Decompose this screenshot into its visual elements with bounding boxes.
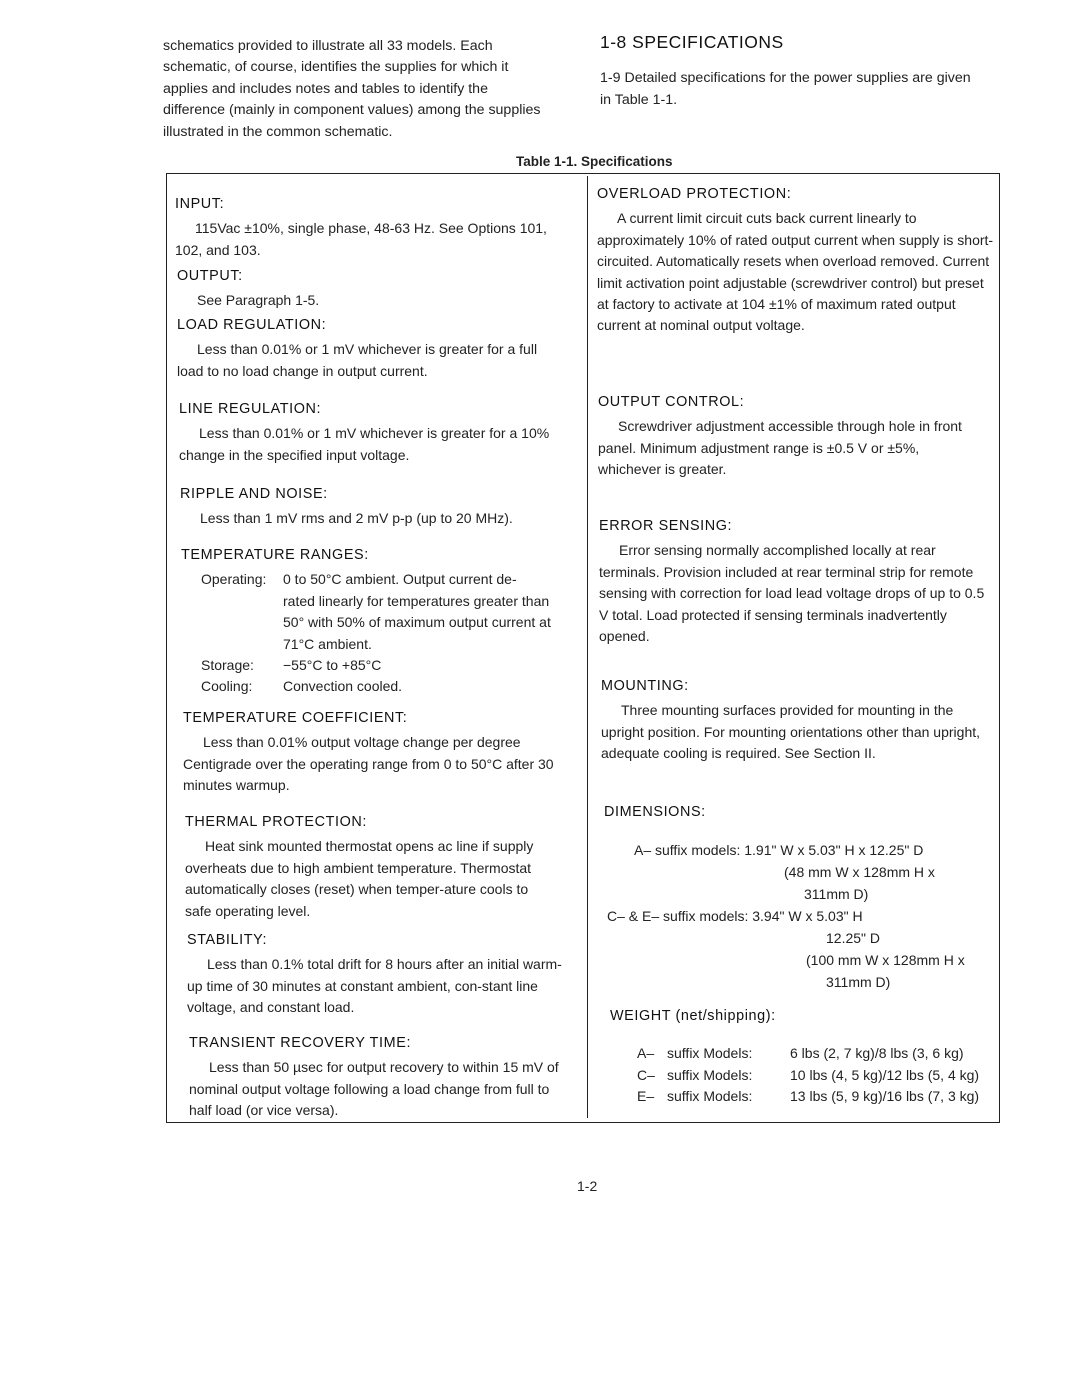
- specifications-heading: 1-8 SPECIFICATIONS: [600, 32, 784, 52]
- dimensions-ce-line: C– & E– suffix models: 3.94" W x 5.03" H: [607, 908, 863, 925]
- spec-mounting-text: Three mounting surfaces provided for mounting in the upright position. For mounting orientations other than upright, adequate cooling is required. See Section II.: [601, 702, 981, 762]
- spec-temperature-coefficient: [183, 708, 561, 797]
- table-column-divider: [587, 176, 588, 1118]
- temperature-ranges-table: [181, 569, 576, 697]
- spec-error-sensing-text: Error sensing normally accomplished locally at rear terminals. Provision included at rear terminal strip for remote sensing with correction for load lead voltage drops of up to 0.5 V total. Load protected if sensing terminals inadvertently opened.: [599, 542, 985, 645]
- table-caption: Table 1-1. Specifications: [516, 154, 673, 169]
- cooling-row: [201, 676, 576, 697]
- operating-key: Operating:: [201, 571, 267, 588]
- dimensions-ce-metric-1: (100 mm W x 128mm H x: [806, 952, 965, 969]
- spec-stability-text: Less than 0.1% total drift for 8 hours after an initial warm-up time of 30 minutes at constant ambient, con-stant line voltage, and constant load.: [187, 956, 562, 1016]
- spec-output-text: See Paragraph 1-5.: [197, 292, 320, 309]
- weight-model: suffix Models:: [667, 1045, 753, 1062]
- spec-error-sensing-label: ERROR SENSING:: [599, 518, 733, 534]
- spec-weight-label: WEIGHT (net/shipping):: [610, 1008, 776, 1024]
- spec-output-control-text: Screwdriver adjustment accessible through hole in front panel. Minimum adjustment range is ±0.5 V or ±5%, whichever is greater.: [598, 418, 962, 478]
- weight-prefix: E–: [637, 1088, 655, 1105]
- spec-transient-recovery: [189, 1033, 559, 1122]
- operating-row: [201, 569, 576, 590]
- weight-prefix: C–: [637, 1066, 655, 1083]
- dimensions-ce-metric-2: 311mm D): [826, 974, 891, 991]
- spec-transient-recovery-label: TRANSIENT RECOVERY TIME:: [189, 1035, 412, 1051]
- spec-input-label: INPUT:: [175, 196, 225, 212]
- spec-input: [175, 194, 565, 261]
- spec-output: [177, 266, 567, 312]
- spec-load-regulation-text: Less than 0.01% or 1 mV whichever is greater for a full load to no load change in output current.: [177, 341, 538, 379]
- spec-line-regulation: [179, 399, 564, 466]
- spec-line-regulation-text: Less than 0.01% or 1 mV whichever is greater for a 10% change in the specified input voltage.: [179, 425, 550, 463]
- spec-transient-recovery-text: Less than 50 µsec for output recovery to within 15 mV of nominal output voltage following a load change from full to half load (or vice versa).: [189, 1059, 559, 1119]
- weight-value: 6 lbs (2, 7 kg)/8 lbs (3, 6 kg): [790, 1045, 964, 1062]
- spec-line-regulation-label: LINE REGULATION:: [179, 401, 322, 417]
- spec-ripple-noise: [180, 484, 575, 530]
- operating-value: 0 to 50°C ambient. Output current de-: [283, 571, 517, 588]
- dimensions-a-line: A– suffix models: 1.91" W x 5.03" H x 12.25" D: [634, 842, 924, 859]
- weight-row: [610, 1086, 1002, 1108]
- dimensions-a-metric-2: 311mm D): [804, 886, 869, 903]
- spec-overload-protection-text: A current limit circuit cuts back current linearly to approximately 10% of rated output current when supply is short-circuited. Automatically resets when overload removed. Current limit activation point adjustable (screwdriver control) but preset at factory to activate at 104 ±1% of maximum rated output current at nominal output voltage.: [597, 210, 994, 334]
- spec-thermal-protection-label: THERMAL PROTECTION:: [185, 814, 367, 830]
- spec-temperature-ranges-label: TEMPERATURE RANGES:: [181, 547, 369, 563]
- spec-load-regulation: [177, 315, 562, 382]
- intro-paragraph: [163, 36, 548, 143]
- weight-row: [610, 1043, 1002, 1065]
- spec-stability: [187, 930, 577, 1019]
- spec-load-regulation-label: LOAD REGULATION:: [177, 317, 327, 333]
- specifications-intro: 1-9 Detailed specifications for the power supplies are given in Table 1-1.: [600, 70, 971, 108]
- cooling-value: Convection cooled.: [283, 678, 403, 695]
- spec-mounting: [601, 676, 986, 765]
- weight-prefix: A–: [637, 1045, 655, 1062]
- spec-output-control-label: OUTPUT CONTROL:: [598, 394, 745, 410]
- spec-mounting-label: MOUNTING:: [601, 678, 689, 694]
- spec-overload-protection-label: OVERLOAD PROTECTION:: [597, 186, 792, 202]
- spec-thermal-protection: [185, 812, 555, 922]
- weight-model: suffix Models:: [667, 1088, 753, 1105]
- cooling-key: Cooling:: [201, 678, 253, 695]
- intro-text: schematics provided to illustrate all 33 models. Each schematic, of course, identifies the supplies for which it applies and includes notes and tables to identify the difference (mainly in component values) among the supplies illustrated in the common schematic.: [163, 38, 541, 140]
- spec-input-text: 115Vac ±10%, single phase, 48-63 Hz. See Options 101, 102, and 103.: [175, 220, 547, 258]
- spec-ripple-noise-text: Less than 1 mV rms and 2 mV p-p (up to 20 MHz).: [200, 510, 513, 527]
- operating-continued: [201, 591, 568, 655]
- dimensions-a-metric-1: (48 mm W x 128mm H x: [784, 864, 935, 881]
- spec-ripple-noise-label: RIPPLE AND NOISE:: [180, 486, 328, 502]
- weight-value: 10 lbs (4, 5 kg)/12 lbs (5, 4 kg): [790, 1066, 980, 1083]
- weight-row: [610, 1065, 1002, 1087]
- spec-output-label: OUTPUT:: [177, 268, 243, 284]
- spec-weight: [610, 1006, 1002, 1108]
- storage-row: [201, 655, 576, 676]
- spec-temperature-coefficient-label: TEMPERATURE COEFFICIENT:: [183, 710, 408, 726]
- weight-value: 13 lbs (5, 9 kg)/16 lbs (7, 3 kg): [790, 1088, 980, 1105]
- spec-overload-protection: [597, 184, 997, 337]
- spec-output-control: [598, 392, 983, 481]
- spec-dimensions-label: DIMENSIONS:: [604, 804, 706, 820]
- spec-thermal-protection-text: Heat sink mounted thermostat opens ac line if supply overheats due to high ambient temperature. Thermostat automatically closes (reset) when temper-ature cools to safe operating level.: [185, 838, 534, 919]
- page-number: 1-2: [577, 1178, 598, 1194]
- spec-dimensions: [604, 802, 996, 993]
- spec-temperature-ranges: [181, 545, 576, 698]
- spec-stability-label: STABILITY:: [187, 932, 268, 948]
- weight-model: suffix Models:: [667, 1066, 753, 1083]
- storage-key: Storage:: [201, 657, 254, 674]
- spec-temperature-coefficient-text: Less than 0.01% output voltage change per degree Centigrade over the operating range from 0 to 50°C after 30 minutes warmup.: [183, 734, 554, 794]
- dimensions-ce-depth: 12.25" D: [826, 930, 881, 947]
- operating-value-rest: rated linearly for temperatures greater than 50° with 50% of maximum output current at 71°C ambient.: [283, 592, 551, 652]
- storage-value: −55°C to +85°C: [283, 657, 382, 674]
- spec-error-sensing: [599, 516, 989, 647]
